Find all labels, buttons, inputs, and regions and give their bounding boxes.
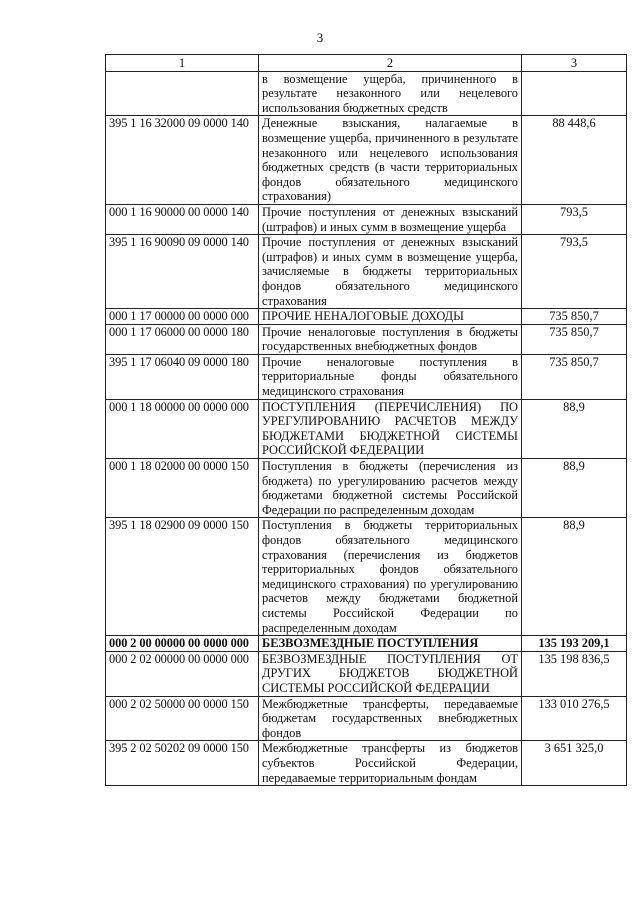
table-row [106, 71, 627, 116]
amount-cell: 3 651 325,0 [522, 741, 627, 786]
table-row [106, 116, 627, 205]
table-row [106, 354, 627, 399]
table-header-row [106, 55, 627, 72]
table-row [106, 235, 627, 309]
table-row [106, 459, 627, 518]
table-row [106, 518, 627, 636]
amount-cell: 135 193 209,1 [522, 636, 627, 652]
amount-cell: 793,5 [522, 204, 627, 234]
name-cell: Прочие поступления от денежных взысканий (штрафов) и иных сумм в возмещение ущерба, зачисляемые в бюджеты территориальных фондов обязательного медицинского страхования [259, 235, 522, 309]
name-cell: Прочие неналоговые поступления в бюджеты государственных внебюджетных фондов [259, 324, 522, 354]
table-row [106, 636, 627, 652]
amount-cell: 133 010 276,5 [522, 696, 627, 741]
revenue-table [105, 54, 627, 786]
code-cell: 395 1 17 06040 09 0000 180 [106, 354, 259, 399]
amount-cell: 88,9 [522, 399, 627, 458]
name-cell: Межбюджетные трансферты, передаваемые бюджетам государственных внебюджетных фондов [259, 696, 522, 741]
name-cell: в возмещение ущерба, причиненного в результате незаконного или нецелевого использования бюджетных средств [259, 71, 522, 116]
name-cell: Прочие поступления от денежных взысканий (штрафов) и иных сумм в возмещение ущерба [259, 204, 522, 234]
code-cell: 000 1 16 90000 00 0000 140 [106, 204, 259, 234]
amount-cell [522, 71, 627, 116]
code-cell: 395 1 16 90090 09 0000 140 [106, 235, 259, 309]
column-header-name: 2 [259, 55, 522, 72]
name-cell: БЕЗВОЗМЕЗДНЫЕ ПОСТУПЛЕНИЯ [259, 636, 522, 652]
amount-cell: 793,5 [522, 235, 627, 309]
amount-cell: 735 850,7 [522, 324, 627, 354]
table-row [106, 741, 627, 786]
table-row [106, 309, 627, 325]
name-cell: Межбюджетные трансферты из бюджетов субъектов Российской Федерации, передаваемые территориальным фондам [259, 741, 522, 786]
table-body [106, 71, 627, 786]
amount-cell: 88,9 [522, 459, 627, 518]
amount-cell: 135 198 836,5 [522, 651, 627, 696]
code-cell: 000 1 18 00000 00 0000 000 [106, 399, 259, 458]
name-cell: Денежные взыскания, налагаемые в возмещение ущерба, причиненного в результате незаконного или нецелевого использования бюджетных средств (в части территориальных фондов обязательного медицинского страхования) [259, 116, 522, 205]
column-header-amount: 3 [522, 55, 627, 72]
name-cell: Поступления в бюджеты (перечисления из бюджета) по урегулированию расчетов между бюджетами бюджетной системы Российской Федерации по распределенным доходам [259, 459, 522, 518]
table-row [106, 651, 627, 696]
code-cell: 000 1 17 00000 00 0000 000 [106, 309, 259, 325]
amount-cell: 735 850,7 [522, 354, 627, 399]
amount-cell: 88,9 [522, 518, 627, 636]
name-cell: ПОСТУПЛЕНИЯ (ПЕРЕЧИСЛЕНИЯ) ПО УРЕГУЛИРОВАНИЮ РАСЧЕТОВ МЕЖДУ БЮДЖЕТАМИ БЮДЖЕТНОЙ СИСТЕМЫ РОССИЙСКОЙ ФЕДЕРАЦИИ [259, 399, 522, 458]
page-number: 3 [316, 30, 324, 45]
code-cell: 000 1 17 06000 00 0000 180 [106, 324, 259, 354]
table-row [106, 399, 627, 458]
name-cell: БЕЗВОЗМЕЗДНЫЕ ПОСТУПЛЕНИЯ ОТ ДРУГИХ БЮДЖЕТОВ БЮДЖЕТНОЙ СИСТЕМЫ РОССИЙСКОЙ ФЕДЕРАЦИИ [259, 651, 522, 696]
name-cell: Прочие неналоговые поступления в территориальные фонды обязательного медицинского страхования [259, 354, 522, 399]
amount-cell: 88 448,6 [522, 116, 627, 205]
code-cell: 000 2 02 50000 00 0000 150 [106, 696, 259, 741]
name-cell: Поступления в бюджеты территориальных фондов обязательного медицинского страхования (перечисления из бюджетов территориальных фондов обязательного медицинского страхования) по урегулированию расчетов между бюджетами бюджетной системы Российской Федерации по распределенным доходам [259, 518, 522, 636]
code-cell: 395 2 02 50202 09 0000 150 [106, 741, 259, 786]
column-header-code: 1 [106, 55, 259, 72]
table-row [106, 204, 627, 234]
table-row [106, 696, 627, 741]
code-cell: 395 1 16 32000 09 0000 140 [106, 116, 259, 205]
code-cell: 395 1 18 02900 09 0000 150 [106, 518, 259, 636]
name-cell: ПРОЧИЕ НЕНАЛОГОВЫЕ ДОХОДЫ [259, 309, 522, 325]
code-cell: 000 2 00 00000 00 0000 000 [106, 636, 259, 652]
table-row [106, 324, 627, 354]
code-cell [106, 71, 259, 116]
code-cell: 000 1 18 02000 00 0000 150 [106, 459, 259, 518]
amount-cell: 735 850,7 [522, 309, 627, 325]
code-cell: 000 2 02 00000 00 0000 000 [106, 651, 259, 696]
